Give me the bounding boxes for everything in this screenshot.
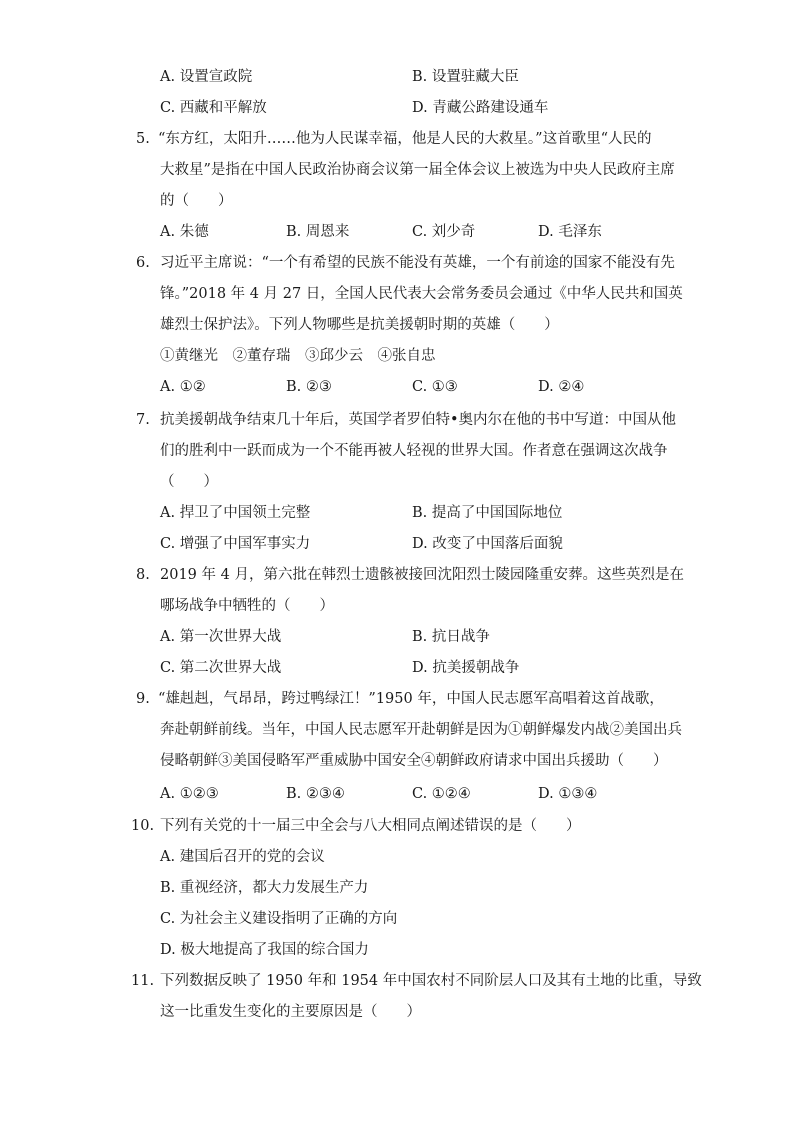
question-text-line: 雄烈士保护法》。下列人物哪些是抗美援朝时期的英雄（ ） bbox=[160, 317, 559, 333]
question-text-line: “东方红，太阳升……他为人民谋幸福，他是人民的大救星。”这首歌里“人民的 bbox=[158, 131, 652, 147]
option-c: C. 增强了中国军事实力 bbox=[160, 536, 311, 552]
question-text-line: 奔赴朝鲜前线。当年，中国人民志愿军开赴朝鲜是因为①朝鲜爆发内战②美国出兵 bbox=[160, 722, 682, 738]
option-a: A. 第一次世界大战 bbox=[160, 629, 282, 645]
question-text-line: （ ） bbox=[160, 474, 218, 490]
option-d: D. 抗美援朝战争 bbox=[412, 660, 520, 676]
question-number: 6. bbox=[136, 255, 150, 271]
question-text-line: 锋。”2018 年 4 月 27 日，全国人民代表大会常务委员会通过《中华人民共和国英 bbox=[160, 286, 683, 302]
question-text-line: 的（ ） bbox=[160, 193, 233, 209]
question-number: 11. bbox=[131, 973, 155, 989]
option-b: B. 抗日战争 bbox=[412, 629, 490, 645]
option-b: B. ②③ bbox=[286, 379, 332, 395]
option-a: A. 捍卫了中国领土完整 bbox=[160, 505, 311, 521]
question-text-line: “雄赳赳，气昂昂，跨过鸭绿江！”1950 年，中国人民志愿军高唱着这首战歌， bbox=[158, 691, 664, 707]
question-text-line: 侵略朝鲜③美国侵略军严重威胁中国安全④朝鲜政府请求中国出兵援助（ ） bbox=[160, 753, 668, 769]
question-number: 8. bbox=[136, 567, 150, 583]
option-b: B. 周恩来 bbox=[286, 224, 350, 240]
option-d: D. ②④ bbox=[538, 379, 585, 395]
question-text-line: 们的胜利中一跃而成为一个不能再被人轻视的世界大国。作者意在强调这次战争 bbox=[160, 443, 668, 459]
option-c: C. 西藏和平解放 bbox=[160, 100, 267, 116]
option-c: C. 刘少奇 bbox=[412, 224, 476, 240]
option-c: C. 为社会主义建设指明了正确的方向 bbox=[160, 911, 398, 927]
option-a: A. ①②③ bbox=[160, 786, 219, 802]
option-a: A. 朱德 bbox=[160, 224, 209, 240]
question-number: 5. bbox=[136, 131, 150, 147]
option-a: A. 设置宣政院 bbox=[160, 69, 253, 85]
option-b: B. 设置驻藏大臣 bbox=[412, 69, 519, 85]
question-text-line: 2019 年 4 月，第六批在韩烈士遗骸被接回沈阳烈士陵园隆重安葬。这些英烈是在 bbox=[160, 567, 684, 583]
option-d: D. 青藏公路建设通车 bbox=[412, 100, 549, 116]
option-b: B. 重视经济，都大力发展生产力 bbox=[160, 880, 369, 896]
option-b: B. 提高了中国国际地位 bbox=[412, 505, 563, 521]
option-d: D. 改变了中国落后面貌 bbox=[412, 536, 563, 552]
option-b: B. ②③④ bbox=[286, 786, 345, 802]
option-d: D. ①③④ bbox=[538, 786, 598, 802]
question-text-line: 下列有关党的十一届三中全会与八大相同点阐述错误的是（ ） bbox=[160, 818, 581, 834]
option-c: C. ①③ bbox=[412, 379, 458, 395]
question-choices-line: ①黄继光 ②董存瑞 ③邱少云 ④张自忠 bbox=[160, 348, 436, 364]
question-number: 7. bbox=[136, 412, 150, 428]
option-a: A. ①② bbox=[160, 379, 206, 395]
question-text-line: 大救星”是指在中国人民政治协商会议第一届全体会议上被选为中央人民政府主席 bbox=[160, 162, 675, 178]
question-number: 10. bbox=[131, 818, 155, 834]
question-text-line: 习近平主席说：“一个有希望的民族不能没有英雄，一个有前途的国家不能没有先 bbox=[160, 255, 675, 271]
option-d: D. 极大地提高了我国的综合国力 bbox=[160, 942, 369, 958]
question-text-line: 下列数据反映了 1950 年和 1954 年中国农村不同阶层人口及其有土地的比重，导致 bbox=[160, 973, 702, 989]
question-text-line: 哪场战争中牺牲的（ ） bbox=[160, 598, 334, 614]
option-c: C. ①②④ bbox=[412, 786, 471, 802]
question-number: 9. bbox=[136, 691, 150, 707]
option-a: A. 建国后召开的党的会议 bbox=[160, 849, 325, 865]
option-d: D. 毛泽东 bbox=[538, 224, 602, 240]
option-c: C. 第二次世界大战 bbox=[160, 660, 282, 676]
question-text-line: 这一比重发生变化的主要原因是（ ） bbox=[160, 1004, 421, 1020]
question-text-line: 抗美援朝战争结束几十年后，英国学者罗伯特•奥内尔在他的书中写道：中国从他 bbox=[160, 412, 677, 428]
